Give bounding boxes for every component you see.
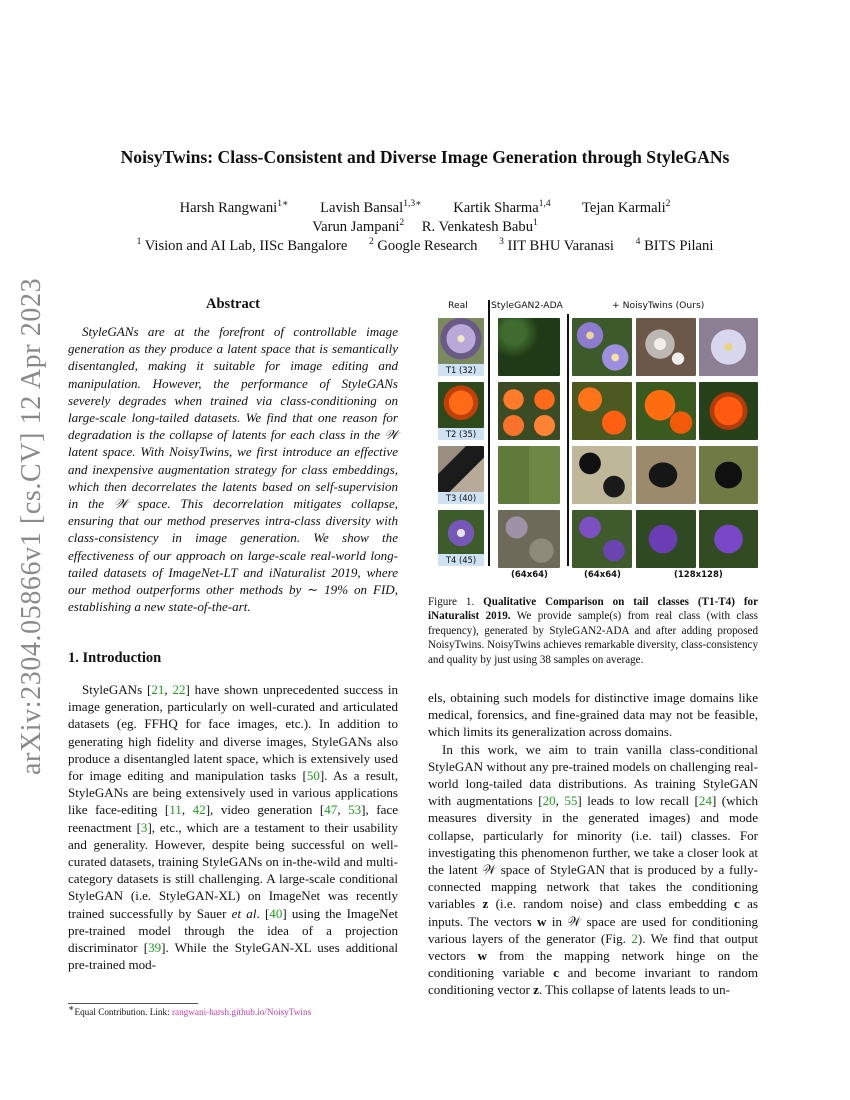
authors-line-1: Harsh Rangwani$^{1∗}$ Lavish Bansal$^{1,3∗}$ Kartik Sharma$^{1,4}$ Tejan Karmali$^2$ (179, 199, 671, 216)
figure-1-caption (428, 595, 758, 667)
citation-link[interactable]: 47 (324, 802, 338, 818)
project-link[interactable]: rangwani-harsh.github.io/NoisyTwins (171, 1007, 312, 1017)
text-run: , (555, 793, 565, 809)
class-tag-t1: T1 (32) (438, 364, 484, 376)
citation-link[interactable]: 53 (348, 802, 362, 818)
caption-text: We provide sample(s) from real class (with class frequency), generated by StyleGAN2-ADA and after adding proposed NoisyTwins. NoisyTwins achieves remarkable diversity, class-consistency and quality by just using 38 samples on average. (428, 610, 759, 666)
stylegan-grid-t1 (498, 318, 560, 376)
author-name: Kartik Sharma (453, 200, 539, 216)
figure-1 (428, 296, 760, 586)
citation-link[interactable]: 2 (631, 930, 638, 946)
text-run: , (181, 802, 193, 818)
real-image-t4 (438, 510, 484, 556)
text-run: ] have shown unprecedented success in image generation, particularly on well-curated and articulated datasets (eg. FFHQ for face images, etc.). In addition to generating high fidelity and diverse images, StyleGANs also produce a disentangled latent space, which is extensively used for image editing and manipulation tasks [ (68, 682, 398, 784)
text-run: ] using the ImageNet pre-trained model through the idea of a projection discriminator [ (68, 905, 399, 956)
stylegan-grid-t2 (498, 382, 560, 440)
author-name: Varun Jampani (312, 219, 400, 235)
text-run: ] leads to low recall [ (577, 793, 699, 809)
noisy-image-t3-b (699, 446, 758, 504)
figure-divider (488, 300, 490, 566)
text-run: ], video generation [ (205, 802, 325, 818)
citation-link[interactable]: 50 (306, 768, 320, 784)
affiliation: IIT BHU Varanasi (507, 238, 614, 254)
text-run: and become invariant to random conditioning vector (428, 965, 758, 998)
noisy-grid-t2 (572, 382, 632, 440)
text-run: ]. As a result, StyleGANs are being extensively used in various applications like face-editing [ (68, 768, 398, 818)
citation-link[interactable]: 20 (542, 793, 556, 809)
abstract-text: StyleGANs are at the forefront of controllable image generation as they produce a latent space that is semantically disentangled, making it suitable for image editing and manipulation. However, the performance of StyleGANs severely degrades when trained via class-conditioning on large-scale long-tailed datasets. We find that one reason for degradation is the collapse of latents for each class in the 𝒲 latent space. With NoisyTwins, we first introduce an effective and inexpensive augmentation strategy for class embeddings, which then decorrelates the latents based on self-supervision in the 𝒲 space. This decorrelation mitigates collapse, ensuring that our method preserves intra-class diversity with class-consistency in image generation. We show the effectiveness of our approach on large-scale real-world long-tailed datasets of ImageNet-LT and iNaturalist 2019, where our method outperforms other methods by ∼ 19% on FID, establishing a new state-of-the-art. (68, 324, 398, 615)
math-vector: c (553, 965, 560, 981)
affiliation: Google Research (377, 238, 478, 254)
noisy-image-t1-b (699, 318, 758, 376)
resolution-label: (128x128) (674, 570, 723, 580)
noisy-image-t2-b (699, 382, 758, 440)
real-image-t1 (438, 318, 484, 364)
resolution-label: (64x64) (511, 570, 548, 580)
footnote-rule (68, 1003, 198, 1004)
text-run: . This collapse of latents leads to un- (538, 982, 730, 998)
figure-col-stylegan: StyleGAN2-ADA (491, 300, 563, 311)
citation-link[interactable]: 42 (192, 802, 206, 818)
right-column-text (428, 689, 758, 999)
text-run: StyleGANs [ (82, 682, 152, 697)
text-italic: et al (231, 905, 257, 921)
author-name: Tejan Karmali (582, 200, 666, 216)
class-tag-t3: T3 (40) (438, 492, 484, 504)
section-heading-introduction: 1. Introduction (68, 650, 162, 666)
introduction-paragraph (68, 681, 398, 973)
class-tag-t2: T2 (35) (438, 428, 484, 440)
text-run: , (337, 802, 349, 818)
noisy-image-t1-a (636, 318, 696, 376)
citation-link[interactable]: 11 (169, 802, 182, 818)
author-name: Lavish Bansal (320, 200, 404, 216)
math-vector: w (537, 913, 547, 929)
figure-col-real: Real (448, 300, 468, 311)
noisy-image-t4-b (699, 510, 758, 568)
real-image-t2 (438, 382, 484, 428)
noisy-image-t4-a (636, 510, 696, 568)
author-name: R. Venkatesh Babu (421, 219, 533, 235)
paper-title: NoisyTwins: Class-Consistent and Diverse Image Generation through StyleGANs (120, 147, 730, 167)
text-run: (i.e. random noise) and class embedding (488, 896, 734, 912)
affiliation: Vision and AI Lab, IISc Bangalore (144, 238, 348, 254)
noisy-grid-t1 (572, 318, 632, 376)
class-tag-t4: T4 (45) (438, 554, 484, 566)
resolution-label: (64x64) (584, 570, 621, 580)
text-run: in 𝒲 space are used for conditioning various layers of the generator (Fig. (428, 913, 758, 946)
noisy-image-t3-a (636, 446, 696, 504)
math-vector: c (733, 896, 740, 912)
citation-link[interactable]: 3 (140, 819, 148, 835)
stylegan-grid-t4 (498, 510, 560, 568)
text-run: ], etc., which are a testament to their usability and generality. However, despite being successful on well-curated datasets, training StyleGANs on in-the-wild and multi-category datasets is still challenging. A large-scale conditional StyleGAN (i.e. StyleGAN-XL) on ImageNet was recently trained successfully by Sauer (68, 819, 398, 921)
caption-label: Figure 1. (428, 596, 475, 608)
text-run: ] (which measures diversity in the generated images) and mode collapse, particularly for minority (i.e. tail) classes. For investigating this phenomenon further, we take a closer look at the latent 𝒲 space of StyleGAN that is produced by a fully-connected mapping network that takes the conditioning variables (428, 793, 758, 912)
noisy-image-t2-a (636, 382, 696, 440)
citation-link[interactable]: 40 (269, 905, 283, 921)
affiliations-line: $^1$ Vision and AI Lab, IISc Bangalore $^2$ Google Research $^3$ IIT BHU Varanasi $^4$ BITS Pilani (136, 237, 714, 254)
text-run: from the mapping network hinge on the conditioning variable (428, 948, 759, 981)
text-run: . [ (256, 905, 270, 921)
caption-bold: Qualitative Comparison on tail classes (T1-T4) for iNaturalist 2019. (428, 596, 758, 623)
math-vector: z (482, 896, 489, 912)
paragraph (428, 741, 758, 999)
stylegan-grid-t3 (498, 446, 560, 504)
citation-link[interactable]: 24 (698, 793, 712, 809)
author-name: Harsh Rangwani (179, 200, 278, 216)
footnote: ∗Equal Contribution. Link: rangwani-harsh.github.io/NoisyTwins (68, 1003, 312, 1017)
math-vector: z (533, 982, 539, 998)
text-run: , (164, 682, 173, 697)
authors-line-2: Varun Jampani$^2$ R. Venkatesh Babu$^1$ (312, 218, 538, 235)
text-run: as inputs. The vectors (428, 896, 758, 929)
text-run: In this work, we aim to train vanilla class-conditional StyleGAN without any pre-trained models on challenging real-world long-tailed data distributions. As training StyleGAN with augmentations [ (428, 741, 758, 809)
citation-link[interactable]: 39 (148, 940, 162, 956)
citation-link[interactable]: 55 (564, 793, 578, 809)
figure-divider (567, 314, 569, 566)
abstract-heading: Abstract (206, 296, 260, 312)
paragraph: els, obtaining such models for distinctive image domains like medical, forensics, and fine-grained data may not be feasible, which limits its generalization across domains. (428, 690, 758, 740)
noisy-grid-t3 (572, 446, 632, 504)
arxiv-sidebar-stamp: arXiv:2304.05866v1 [cs.CV] 12 Apr 2023 (16, 277, 47, 775)
figure-col-noisytwins: + NoisyTwins (Ours) (612, 300, 705, 311)
math-vector: w (477, 948, 488, 964)
real-image-t3 (438, 446, 484, 492)
text-run: ). We find that output vectors (428, 930, 758, 964)
citation-link[interactable]: 21 (151, 682, 165, 697)
affiliation: BITS Pilani (644, 238, 714, 254)
citation-link[interactable]: 22 (172, 682, 186, 697)
text-run: ]. While the StyleGAN-XL uses additional pre-trained mod- (68, 940, 398, 973)
text-run: ], face reenactment [ (68, 802, 399, 835)
noisy-grid-t4 (572, 510, 632, 568)
